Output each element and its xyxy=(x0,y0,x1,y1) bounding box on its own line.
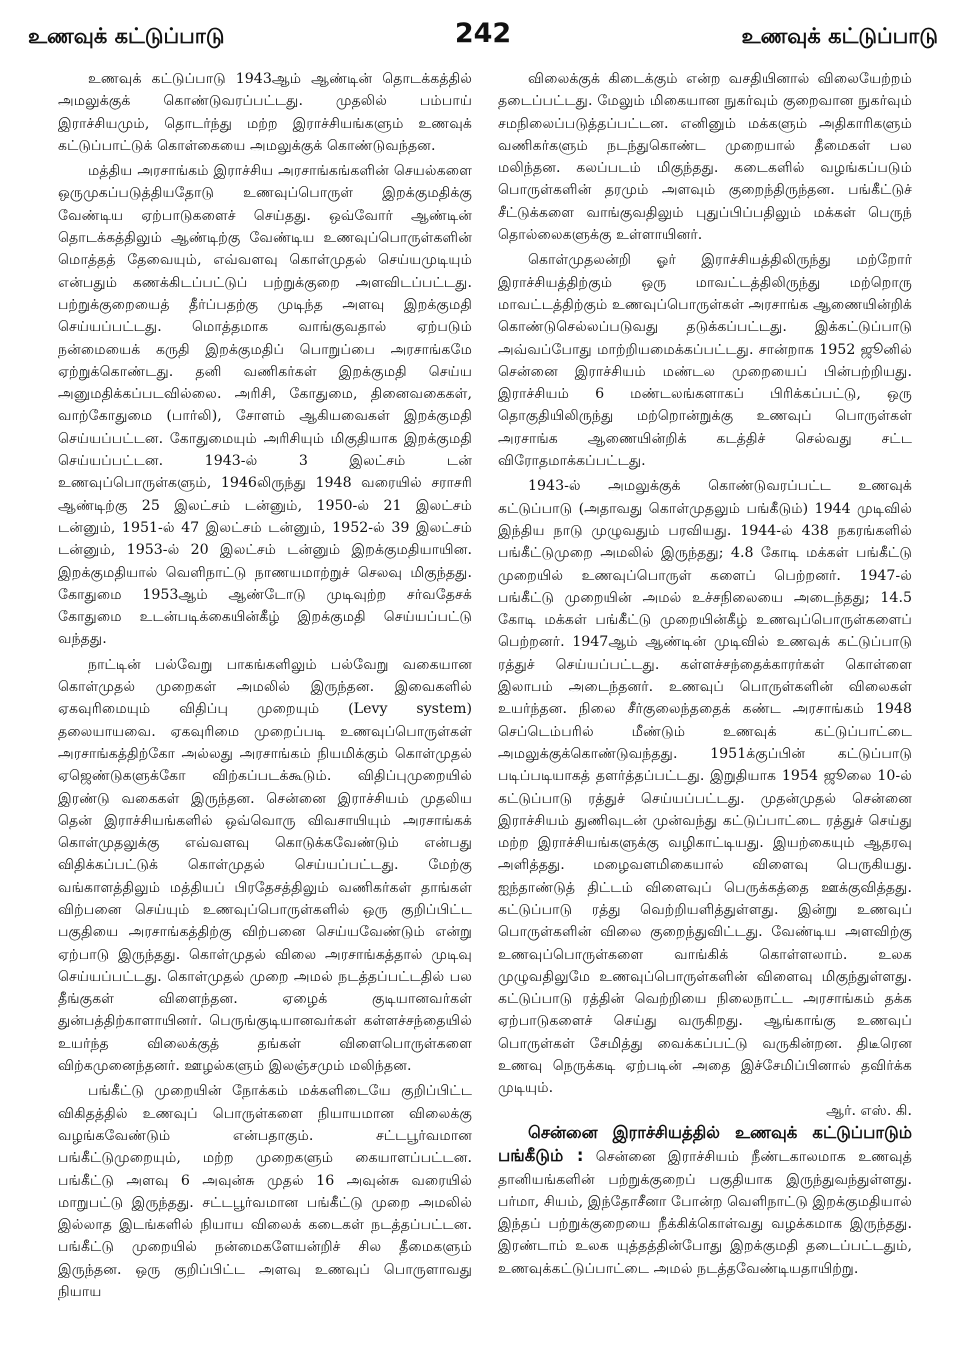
subsection-body: சென்னை இராச்சியம் நீண்டகாலமாக உணவுத் தானியங்களின் பற்றுக்குறைப் பகுதியாக இருந்துவந்துள்ளது. பர்மா, சியம், இந்தோசீனா போன்ற வெளிநாட்டு இறக்குமதியால் இந்தப் பற்றுக்குறையை நீக்கிக்கொள்வது வழக்கமாக இருந்தது. இரண்டாம் உலக யுத்தத்தின்போது இறக்குமதி தடைப்பட்டதும், உணவுக்கட்டுப்பாட்டை அமல் நடத்தவேண்டியதாயிற்று. xyxy=(498,1149,913,1277)
subsection-paragraph xyxy=(498,1122,912,1280)
paragraph: பங்கீட்டு முறையின் நோக்கம் மக்களிடையே குறிப்பிட்ட விகிதத்தில் உணவுப் பொருள்களை நியாயமான விலைக்கு வழங்கவேண்டும் என்பதாகும். சட்டபூர்வமான பங்கீட்டுமுறையும், மற்ற முறைகளும் கையாளப்பட்டன. பங்கீட்டு அளவு 6 அவுன்சு முதல் 16 அவுன்சு வரையில் மாறுபட்டு இருந்தது. சட்டபூர்வமான பங்கீட்டு முறை அமலில் இல்லாத இடங்களில் நியாய விலைக் கடைகள் நடத்தப்பட்டன. பங்கீட்டு முறையில் நன்மைகளேயன்றிச் சில தீமைகளும் இருந்தன. ஒரு குறிப்பிட்ட அளவு உணவுப் பொருளாவது நியாய xyxy=(58,1083,472,1301)
subsection-title: சென்னை இராச்சியத்தில் உணவுக் கட்டுப்பாடும் பங்கீடும் : xyxy=(498,1122,912,1166)
paragraph: விலைக்குக் கிடைக்கும் என்ற வசதியினால் விலையேற்றம் தடைப்பட்டது. மேலும் மிகையான நுகர்வும் குறைவான நுகர்வும் சமநிலைப்படுத்தப்பட்டன. எனினும் மக்களும் அதிகாரிகளும் வணிகர்களும் நடந்துகொண்ட முறையால் தீமைகள் பல மலிந்தன. கலப்படம் மிகுந்தது. கடைகளில் வழங்கப்படும் பொருள்களின் தரமும் அளவும் குறைந்திருந்தன. பங்கீட்டுச் சீட்டுக்களை வாங்குவதிலும் புதுப்பிப்பதிலும் மக்கள் பெருந் தொல்லைகளுக்கு உள்ளாயினர். xyxy=(498,71,912,244)
paragraph: 1943-ல் அமலுக்குக் கொண்டுவரப்பட்ட உணவுக் கட்டுப்பாடு (அதாவது கொள்முதலும் பங்கீடும்) 1944 முடிவில் இந்திய நாடு முழுவதும் பரவியது. 1944-ல் 438 நகரங்களில் பங்கீட்டுமுறை அமலில் இருந்தது; 4.8 கோடி மக்கள் பங்கீட்டு முறையில் உணவுப்பொருள் களைப் பெற்றனர். 1947-ல் பங்கீட்டு முறையின் அமல் உச்சநிலையை அடைந்தது; 14.5 கோடி மக்கள் பங்கீட்டு முறையின்கீழ் உணவுப்பொருள்களைப் பெற்றனர். 1947ஆம் ஆண்டின் முடிவில் உணவுக் கட்டுப்பாடு ரத்துச் செய்யப்பட்டது. கள்ளச்சந்தைக்காரர்கள் கொள்ளை இலாபம் அடைந்தனர். உணவுப் பொருள்களின் விலைகள் உயர்ந்தன. நிலை சீர்குலைந்ததைக் கண்ட அரசாங்கம் 1948 செப்டெம்பரில் மீண்டும் உணவுக் கட்டுப்பாட்டை அமலுக்குக்கொண்டுவந்தது. 1951க்குப்பின் கட்டுப்பாடு படிப்படியாகத் தளர்த்தப்பட்டது. இறுதியாக 1954 ஜூலை 10-ல் கட்டுப்பாடு ரத்துச் செய்யப்பட்டது. முதன்முதல் சென்னை இராச்சியம் துணிவுடன் முன்வந்து கட்டுப்பாட்டை ரத்துச் செய்து மற்ற இராச்சியங்களுக்கு வழிகாட்டியது. இயற்கையும் ஆதரவு அளித்தது. மழைவளமிகையால் விளைவு பெருகியது. ஐந்தாண்டுத் திட்டம் விளைவுப் பெருக்கத்தை ஊக்குவித்தது. கட்டுப்பாடு ரத்து வெற்றியளித்துள்ளது. இன்று உணவுப் பொருள்களின் விலை குறைந்துவிட்டது. வேண்டிய அளவிற்கு உணவுப்பொருள்களை வாங்கிக் கொள்ளலாம். உலக முழுவதிலுமே உணவுப்பொருள்களின் விளைவு மிகுந்துள்ளது. கட்டுப்பாடு ரத்தின் வெற்றியை நிலைநாட்ட அரசாங்கம் தக்க ஏற்பாடுகளைச் செய்து வருகிறது. ஆங்காங்கு உணவுப் பொருள்கள் சேமித்து வைக்கப்பட்டு வருகின்றன. திடீரென உணவு நெருக்கடி ஏற்படின் அதை இச்சேமிப்பினால் தவிர்க்க முடியும். xyxy=(498,478,912,1097)
author-signature: ஆர். எஸ். கி. xyxy=(826,1102,912,1119)
left-column xyxy=(58,68,472,1303)
running-title-right: உணவுக் கட்டுப்பாடு xyxy=(741,24,938,48)
right-column xyxy=(498,68,912,1280)
page-number: 242 xyxy=(454,18,512,49)
running-title-left: உணவுக் கட்டுப்பாடு xyxy=(28,24,225,48)
paragraph: நாட்டின் பல்வேறு பாகங்களிலும் பல்வேறு வகையான கொள்முதல் முறைகள் அமலில் இருந்தன. இவைகளில் ஏகவுரிமையும் விதிப்பு முறையும் (Levy system) தலையாயவை. ஏகவுரிமை முறைப்படி உணவுப்பொருள்கள் அரசாங்கத்திற்கோ அல்லது அரசாங்கம் நியமிக்கும் கொள்முதல் ஏஜெண்டுகளுக்கோ விற்கப்படக்கூடும். விதிப்புமுறையில் இரண்டு வகைகள் இருந்தன. சென்னை இராச்சியம் முதலிய தென் இராச்சியங்களில் ஒவ்வொரு விவசாயியும் அரசாங்கக் கொள்முதலுக்கு எவ்வளவு கொடுக்கவேண்டும் என்பது விதிக்கப்பட்டுக் கொள்முதல் செய்யப்பட்டது. மேற்கு வங்காளத்திலும் மத்தியப் பிரதேசத்திலும் வணிகர்கள் தாங்கள் விற்பனை செய்யும் உணவுப்பொருள்களில் ஒரு குறிப்பிட்ட பகுதியை அரசாங்கத்திற்கு விற்பனை செய்யவேண்டும் என்று ஏற்பாடு இருந்தது. கொள்முதல் விலை அரசாங்கத்தால் முடிவு செய்யப்பட்டது. கொள்முதல் முறை அமல் நடத்தப்பட்டதில் பல தீங்குகள் விளைந்தன. ஏழைக் குடியானவர்கள் துன்பத்திற்காளாயினர். பெருங்குடியானவர்கள் கள்ளச்சந்தையில் உயர்ந்த விலைக்குத் தங்கள் விளைபொருள்களை விற்கமுனைந்தனர். ஊழல்களும் இலஞ்சமும் மலிந்தன. xyxy=(58,656,472,1075)
paragraph: கொள்முதலன்றி ஓர் இராச்சியத்திலிருந்து மற்றோர் இராச்சியத்திற்கும் ஒரு மாவட்டத்திலிருந்து மற்றொரு மாவட்டத்திற்கும் உணவுப்பொருள்கள் அரசாங்க ஆணையின்றிக் கொண்டுசெல்லப்படுவது தடுக்கப்பட்டது. இக்கட்டுப்பாடு அவ்வப்போது மாற்றியமைக்கப்பட்டது. சான்றாக 1952 ஜூனில் சென்னை இராச்சியம் மண்டல முறையைப் பின்பற்றியது. இராச்சியம் 6 மண்டலங்களாகப் பிரிக்கப்பட்டு, ஒரு தொகுதியிலிருந்து மற்றொன்றுக்கு உணவுப் பொருள்கள் அரசாங்க ஆணையின்றிக் கடத்திச் செல்வது சட்ட விரோதமாக்கப்பட்டது. xyxy=(498,252,912,470)
page-header xyxy=(28,18,938,58)
paragraph: மத்திய அரசாங்கம் இராச்சிய அரசாங்கங்களின் செயல்களை ஒருமுகப்படுத்தியதோடு உணவுப்பொருள் இறக்குமதிக்கு வேண்டிய ஏற்பாடுகளைச் செய்தது. ஒவ்வோர் ஆண்டின் தொடக்கத்திலும் ஆண்டிற்கு வேண்டிய உணவுப்பொருள்களின் மொத்தத் தேவையும், எவ்வளவு கொள்முதல் செய்யமுடியும் என்பதும் கணக்கிடப்பட்டுப் பற்றுக்குறை அளவிடப்பட்டது. பற்றுக்குறையைத் தீர்ப்பதற்கு முடிந்த அளவு இறக்குமதி செய்யப்பட்டது. மொத்தமாக வாங்குவதால் ஏற்படும் நன்மையைக் கருதி இறக்குமதிப் பொறுப்பை அரசாங்கமே ஏற்றுக்கொண்டது. தனி வணிகர்கள் இறக்குமதி செய்ய அனுமதிக்கப்படவில்லை. அரிசி, கோதுமை, தினைவகைகள், வாற்கோதுமை (பார்லி), சோளம் ஆகியவைகள் இறக்குமதி செய்யப்பட்டன. கோதுமையும் அரிசியும் மிகுதியாக இறக்குமதி செய்யப்பட்டன. 1943-ல் 3 இலட்சம் டன் உணவுப்பொருள்களும், 1946லிருந்து 1948 வரையில் சராசரி ஆண்டிற்கு 25 இலட்சம் டன்னும், 1950-ல் 21 இலட்சம் டன்னும், 1951-ல் 47 இலட்சம் டன்னும், 1952-ல் 39 இலட்சம் டன்னும், 1953-ல் 20 இலட்சம் டன்னும் இறக்குமதியாயின. இறக்குமதியால் வெளிநாட்டு நாணயமாற்றுச் செலவு மிகுந்தது. கோதுமை 1953ஆம் ஆண்டோடு முடிவுற்ற சர்வதேசக் கோதுமை உடன்படிக்கையின்கீழ் இறக்குமதி செய்யப்பட்டு வந்தது. xyxy=(58,163,472,648)
paragraph: உணவுக் கட்டுப்பாடு 1943ஆம் ஆண்டின் தொடக்கத்தில் அமலுக்குக் கொண்டுவரப்பட்டது. முதலில் பம்பாய் இராச்சியமும், தொடர்ந்து மற்ற இராச்சியங்களும் உணவுக் கட்டுப்பாட்டுக் கொள்கையை அமலுக்குக் கொண்டுவந்தன. xyxy=(58,71,472,154)
